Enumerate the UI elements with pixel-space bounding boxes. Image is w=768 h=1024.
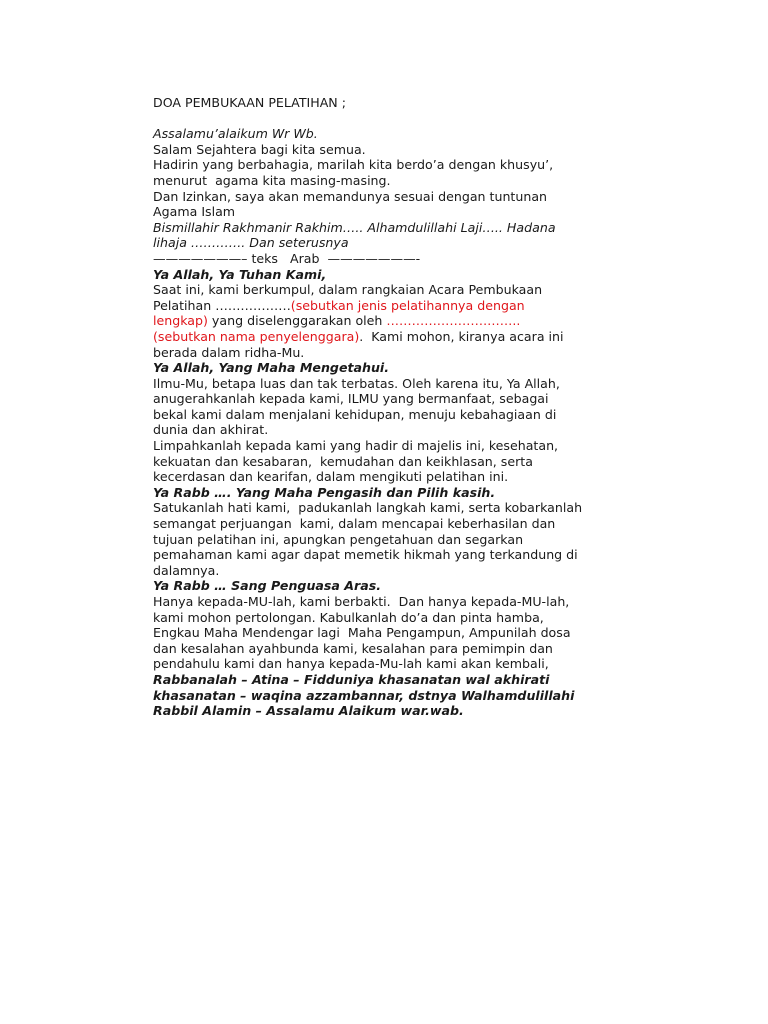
placeholder-organizer: …………………………..(sebutkan nama penyelenggara) bbox=[153, 313, 521, 344]
paragraph: Hanya kepada-MU-lah, kami berbakti. Dan hanya kepada-MU-lah, kami mohon pertolongan. Kabulkanlah do’a dan pinta hamba, Engkau Maha Mendengar lagi Maha Pengampun, Ampunilah dosa dan kesalahan ayahbunda kami, kesalahan para pemimpin dan pendahulu kami dan hanya kepada-Mu-lah kami akan kembali, bbox=[153, 594, 575, 672]
document-body bbox=[153, 95, 587, 719]
arab-text-separator: ———————– teks Arab ———————- bbox=[153, 250, 421, 266]
paragraph-opening bbox=[153, 282, 583, 360]
paragraph-text: . Kami mohon, kiranya acara ini berada dalam ridha-Mu. bbox=[153, 328, 568, 360]
closing-prayer: Rabbanalah – Atina – Fidduniya khasanatan wal akhirati khasanatan – waqina azzambannar, dstnya Walhamdulillahi Rabbil Alamin – Assalamu Alaikum war.wab. bbox=[153, 671, 579, 719]
paragraph: Limpahkanlah kepada kami yang hadir di majelis ini, kesehatan, kekuatan dan kesabaran, kemudahan dan keikhlasan, serta kecerdasan dan kearifan, dalam mengikuti pelatihan ini. bbox=[153, 438, 563, 485]
placeholder-training-type: (sebutkan jenis pelatihannya dengan lengkap) bbox=[153, 297, 529, 329]
section-heading: Ya Allah, Yang Maha Mengetahui. bbox=[153, 360, 390, 376]
document-title: DOA PEMBUKAAN PELATIHAN ; bbox=[153, 95, 346, 110]
paragraph: Satukanlah hati kami, padukanlah langkah kami, serta kobarkanlah semangat perjuangan kami, dalam mencapai keberhasilan dan tujuan pelatihan ini, apungkan pengetahuan dan segarkan pemahaman kami agar dapat memetik hikmah yang terkandung di dalamnya. bbox=[153, 500, 587, 578]
intro-line: Salam Sejahtera bagi kita semua. bbox=[153, 141, 366, 157]
intro-line: Dan Izinkan, saya akan memandunya sesuai dengan tuntunan Agama Islam bbox=[153, 188, 552, 220]
paragraph-text: yang diselenggarakan oleh bbox=[207, 313, 387, 329]
intro-line: Hadirin yang berbahagia, marilah kita berdo’a dengan khusyu’, menurut agama kita masing-masing. bbox=[153, 157, 558, 188]
paragraph: Ilmu-Mu, betapa luas dan tak terbatas. Oleh karena itu, Ya Allah, anugerahkanlah kepada kami, ILMU yang bermanfaat, sebagai bekal kami dalam menjalani kehidupan, menuju kebahagiaan di dunia dan akhirat. bbox=[153, 375, 564, 438]
bismillah-line: Bismillahir Rakhmanir Rakhim….. Alhamdulillahi Laji….. Hadana lihaja …………. Dan seterusnya bbox=[153, 219, 560, 251]
section-heading: Ya Rabb … Sang Penguasa Aras. bbox=[153, 578, 382, 594]
section-heading: Ya Rabb …. Yang Maha Pengasih dan Pilih kasih. bbox=[153, 484, 496, 500]
section-heading: Ya Allah, Ya Tuhan Kami, bbox=[153, 266, 327, 282]
greeting: Assalamu’alaikum Wr Wb. bbox=[153, 126, 318, 142]
paragraph-text: Saat ini, kami berkumpul, dalam rangkaian Acara Pembukaan Pelatihan ……………… bbox=[153, 282, 547, 313]
